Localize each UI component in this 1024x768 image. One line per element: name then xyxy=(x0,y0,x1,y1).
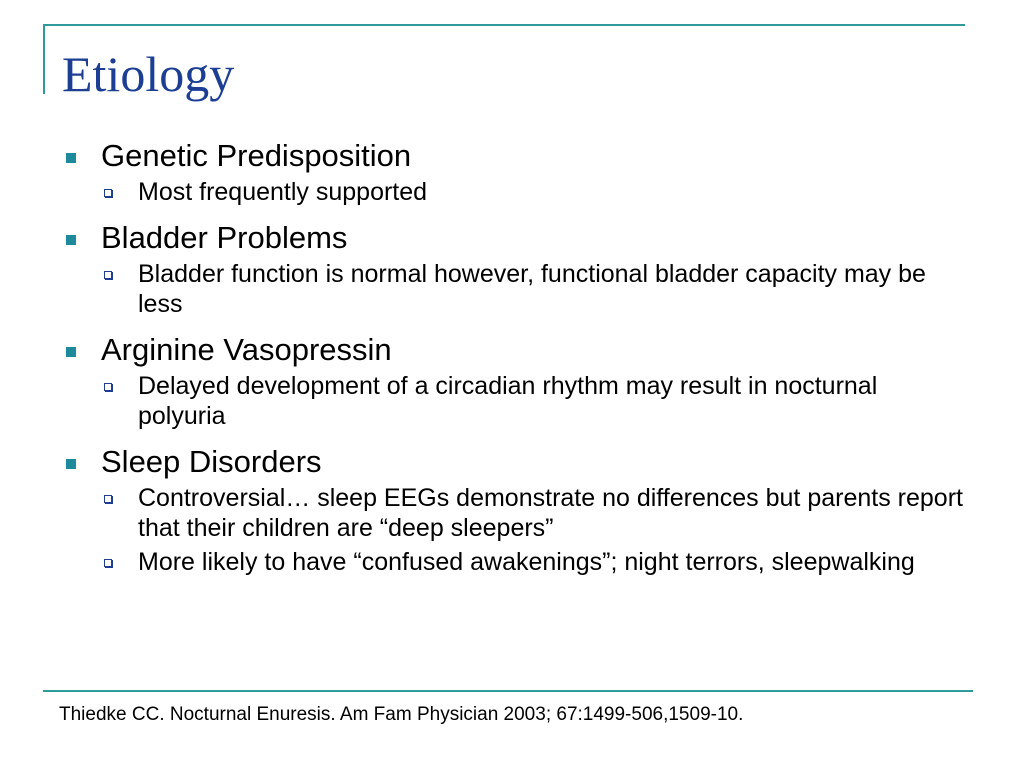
hollow-square-bullet-icon xyxy=(104,495,112,503)
bullet-list xyxy=(64,135,964,577)
bullet-item-arginine-vasopressin xyxy=(64,329,964,431)
square-bullet-icon xyxy=(66,459,76,469)
bullet-item-bladder-problems xyxy=(64,217,964,319)
square-bullet-icon xyxy=(66,235,76,245)
footer-divider-line xyxy=(43,690,973,692)
bullet-text: Bladder Problems xyxy=(101,220,348,255)
sub-bullet-text: Bladder function is normal however, functional bladder capacity may be less xyxy=(138,260,926,318)
sub-bullet-list xyxy=(101,483,964,577)
hollow-square-bullet-icon xyxy=(104,559,112,567)
bullet-text: Sleep Disorders xyxy=(101,444,322,479)
bullet-text: Genetic Predisposition xyxy=(101,138,412,173)
hollow-square-bullet-icon xyxy=(104,189,112,197)
sub-bullet-item xyxy=(101,483,964,543)
title-frame-top-line xyxy=(43,24,965,26)
sub-bullet-list xyxy=(101,371,964,431)
square-bullet-icon xyxy=(66,153,76,163)
sub-bullet-text: Delayed development of a circadian rhythm may result in nocturnal polyuria xyxy=(138,372,878,430)
sub-bullet-item xyxy=(101,259,964,319)
slide-content xyxy=(64,135,964,587)
sub-bullet-item xyxy=(101,371,964,431)
sub-bullet-item xyxy=(101,177,964,207)
hollow-square-bullet-icon xyxy=(104,271,112,279)
bullet-item-genetic-predisposition xyxy=(64,135,964,207)
sub-bullet-item xyxy=(101,547,964,577)
bullet-item-sleep-disorders xyxy=(64,441,964,577)
sub-bullet-text: Most frequently supported xyxy=(138,178,428,206)
slide-title: Etiology xyxy=(62,46,235,102)
citation-footer: Thiedke CC. Nocturnal Enuresis. Am Fam Physician 2003; 67:1499-506,1509-10. xyxy=(59,704,744,725)
square-bullet-icon xyxy=(66,347,76,357)
sub-bullet-text: More likely to have “confused awakenings”; night terrors, sleepwalking xyxy=(138,548,915,576)
bullet-text: Arginine Vasopressin xyxy=(101,332,392,367)
hollow-square-bullet-icon xyxy=(104,383,112,391)
sub-bullet-list xyxy=(101,259,964,319)
title-frame-left-line xyxy=(43,24,45,94)
sub-bullet-list xyxy=(101,177,964,207)
sub-bullet-text: Controversial… sleep EEGs demonstrate no differences but parents report that their children are “deep sleepers” xyxy=(138,484,963,542)
